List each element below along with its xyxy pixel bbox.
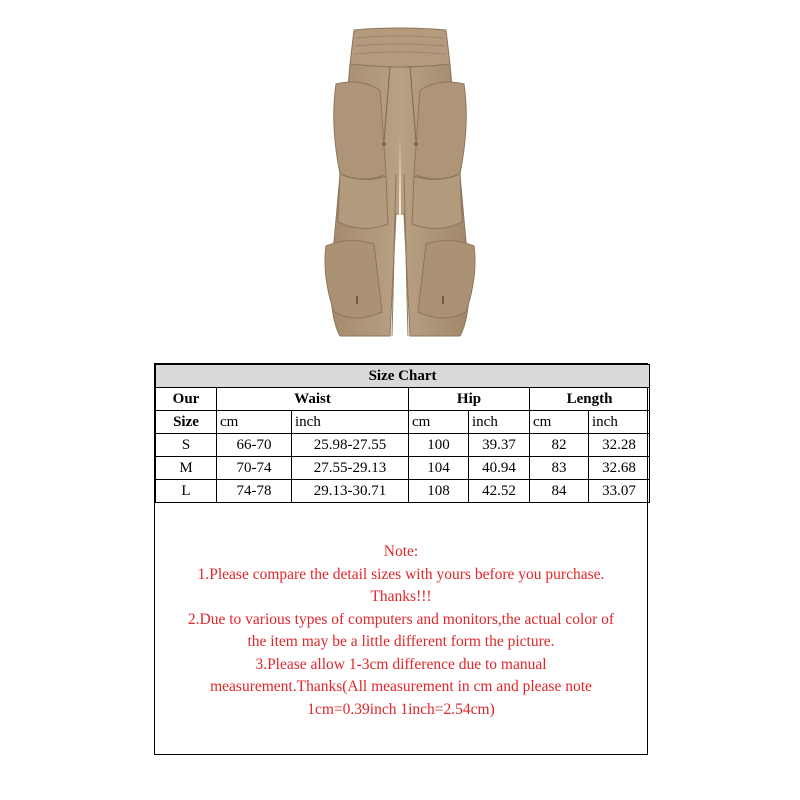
note-line: 3.Please allow 1-3cm difference due to manual (255, 655, 547, 673)
header-length: Length (530, 388, 650, 411)
pocket-mid-left (338, 174, 388, 229)
note-line: 1.Please compare the detail sizes with yours before you purchase. (197, 565, 605, 583)
table-row (156, 457, 650, 480)
note-line: 1cm=0.39inch 1inch=2.54cm) (307, 700, 495, 718)
unit-waist-cm: cm (217, 411, 292, 434)
waist-inch-cell: 25.98-27.55 (292, 434, 409, 457)
unit-hip-inch: inch (469, 411, 530, 434)
note-line: measurement.Thanks(All measurement in cm and please note (210, 678, 592, 695)
notes-block (155, 541, 647, 721)
unit-waist-inch: inch (292, 411, 409, 434)
size-chart-title: Size Chart (156, 365, 650, 388)
header-size: Size (156, 411, 217, 434)
note-heading: Note: (383, 543, 419, 560)
pocket-upper-left (334, 82, 386, 179)
hip-inch-cell: 40.94 (469, 457, 530, 480)
note-line: 2.Due to various types of computers and monitors,the actual color of (187, 610, 615, 628)
product-image (300, 24, 500, 344)
length-inch-cell: 32.28 (589, 434, 650, 457)
pocket-mid-right (412, 174, 462, 229)
hip-cm-cell: 108 (409, 480, 469, 503)
waist-cm-cell: 66-70 (217, 434, 292, 457)
table-row (156, 480, 650, 503)
header-our: Our (156, 388, 217, 411)
size-chart-table (155, 364, 650, 503)
note-line: Thanks!!! (370, 588, 432, 605)
header-hip: Hip (409, 388, 530, 411)
size-cell: L (156, 480, 217, 503)
note-line: the item may be a little different form the picture. (247, 633, 555, 650)
pocket-lower-right (418, 240, 475, 318)
size-cell: S (156, 434, 217, 457)
waist-cm-cell: 74-78 (217, 480, 292, 503)
waist-cm-cell: 70-74 (217, 457, 292, 480)
size-chart (154, 363, 648, 755)
pocket-upper-right (414, 82, 466, 179)
unit-hip-cm: cm (409, 411, 469, 434)
length-inch-cell: 32.68 (589, 457, 650, 480)
table-row (156, 434, 650, 457)
waist-inch-cell: 27.55-29.13 (292, 457, 409, 480)
length-inch-cell: 33.07 (589, 480, 650, 503)
header-waist: Waist (217, 388, 409, 411)
length-cm-cell: 83 (530, 457, 589, 480)
unit-length-cm: cm (530, 411, 589, 434)
waist-inch-cell: 29.13-30.71 (292, 480, 409, 503)
hip-cm-cell: 100 (409, 434, 469, 457)
unit-length-inch: inch (589, 411, 650, 434)
length-cm-cell: 82 (530, 434, 589, 457)
hip-inch-cell: 42.52 (469, 480, 530, 503)
skirt-waistband (350, 28, 450, 67)
pocket-lower-left (325, 240, 382, 318)
hip-inch-cell: 39.37 (469, 434, 530, 457)
size-cell: M (156, 457, 217, 480)
hip-cm-cell: 104 (409, 457, 469, 480)
length-cm-cell: 84 (530, 480, 589, 503)
